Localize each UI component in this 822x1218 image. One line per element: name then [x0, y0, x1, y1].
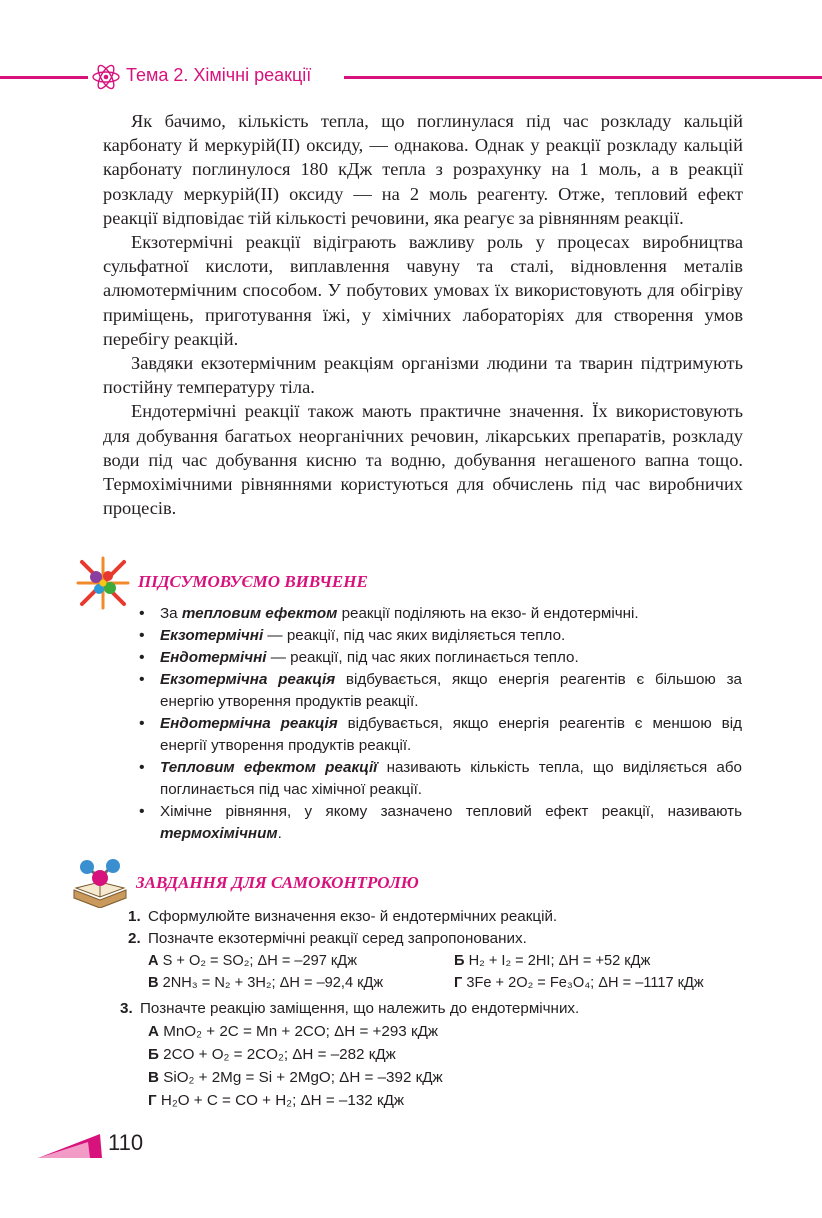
task-item [120, 998, 768, 1020]
option-row [148, 972, 768, 994]
list-item: • Ендотермічні — реакції, під час яких поглинається тепло. [138, 647, 742, 669]
option: Г 3Fe + 2O₂ = Fe₃O₄; ΔH = –1117 кДж [454, 975, 704, 991]
topic-title: Тема 2. Хімічні реакції [126, 65, 312, 85]
page-wedge-icon [38, 1132, 104, 1160]
option: В SiO₂ + 2Mg = Si + 2MgO; ΔH = –392 кДж [148, 1069, 443, 1086]
tasks-block [120, 906, 768, 1112]
list-item: • За тепловим ефектом реакції поділяють на екзо- й ендотермічні. [138, 603, 742, 625]
summary-list [138, 603, 742, 845]
option: А S + O₂ = SO₂; ΔH = –297 кДж [148, 953, 357, 969]
molecule-icon [76, 556, 130, 610]
task-options [128, 950, 768, 994]
option: Б H₂ + I₂ = 2HI; ΔH = +52 кДж [454, 953, 651, 969]
list-item: • Ендотермічна реакція відбувається, якщо енергія реагентів є меншою від енергії утворення продуктів реакції. [138, 713, 742, 757]
option: Г H₂O + C = CO + H₂; ΔH = –132 кДж [148, 1092, 405, 1109]
list-item: • Хімічне рівняння, у якому зазначено тепловий ефект реакції, називають термохімічним. [138, 801, 742, 845]
atom-icon [90, 62, 122, 92]
summary-heading: ПІДСУМОВУЄМО ВИВЧЕНЕ [138, 572, 368, 591]
list-item: • Екзотермічні — реакції, під час яких виділяється тепло. [138, 625, 742, 647]
paragraph: Ендотермічні реакції також мають практичне значення. Їх використовують для добування багатьох неорганічних речовин, лікарських препаратів, розкладу води під час добування кисню та водню, добування негашеного вапна тощо. Термохімічними рівняннями користуються для обчислень під час виробничих процесів. [103, 401, 743, 519]
page-footer [38, 1124, 178, 1164]
option: А MnO₂ + 2C = Mn + 2CO; ΔH = +293 кДж [148, 1023, 439, 1040]
task-text: Позначте реакцію заміщення, що належить до ендотермічних. [140, 1000, 580, 1017]
body-text [103, 109, 743, 520]
option-row [148, 950, 768, 972]
task-options [128, 1020, 768, 1112]
list-item: • Екзотермічна реакція відбувається, якщо енергія реагентів є більшою за енергію утворення продуктів реакції. [138, 669, 742, 713]
book-molecule-icon [70, 856, 130, 908]
page-number: 110 [108, 1130, 144, 1155]
task-text: Позначте екзотермічні реакції серед запропонованих. [148, 930, 527, 947]
task-number: 3. [120, 1000, 133, 1017]
task-number: 1. [128, 908, 141, 925]
option: Б 2CO + O₂ = 2CO₂; ΔH = –282 кДж [148, 1046, 396, 1063]
task-item [128, 906, 768, 928]
paragraph: Завдяки екзотермічним реакціям організми людини та тварин підтримують постійну температуру тіла. [103, 353, 743, 398]
task-item [128, 928, 768, 950]
list-item: • Тепловим ефектом реакції називають кількість тепла, що виділяється або поглинається під час хімічної реакції. [138, 757, 742, 801]
paragraph: Як бачимо, кількість тепла, що поглинулася під час розкладу кальцій карбонату й меркурій(II) оксиду, — однакова. Однак у реакції розкладу кальцій карбонату поглинулося 180 кДж тепла з розрахунку на 1 моль, а в реакції розкладу меркурій(II) оксиду — на 2 моль реагенту. Отже, тепловий ефект реакції відповідає тій кількості речовини, яка реагує за рівнянням реакції. [103, 111, 743, 228]
task-text: Сформулюйте визначення екзо- й ендотермічних реакцій. [148, 908, 558, 925]
header-rule-left [0, 76, 88, 79]
tasks-heading: ЗАВДАННЯ ДЛЯ САМОКОНТРОЛЮ [136, 873, 419, 892]
page-header [0, 62, 822, 92]
option: В 2NH₃ = N₂ + 3H₂; ΔH = –92,4 кДж [148, 975, 384, 991]
header-rule-right [344, 76, 822, 79]
paragraph: Екзотермічні реакції відіграють важливу роль у процесах виробництва сульфатної кислоти, виплавлення чавуну та сталі, відновлення металів алюмотермічним способом. У побутових умовах їх використовують для обігріву приміщень, приготування їжі, у хімічних лабораторіях для створення умов перебігу реакцій. [103, 232, 743, 349]
task-number: 2. [128, 930, 141, 947]
